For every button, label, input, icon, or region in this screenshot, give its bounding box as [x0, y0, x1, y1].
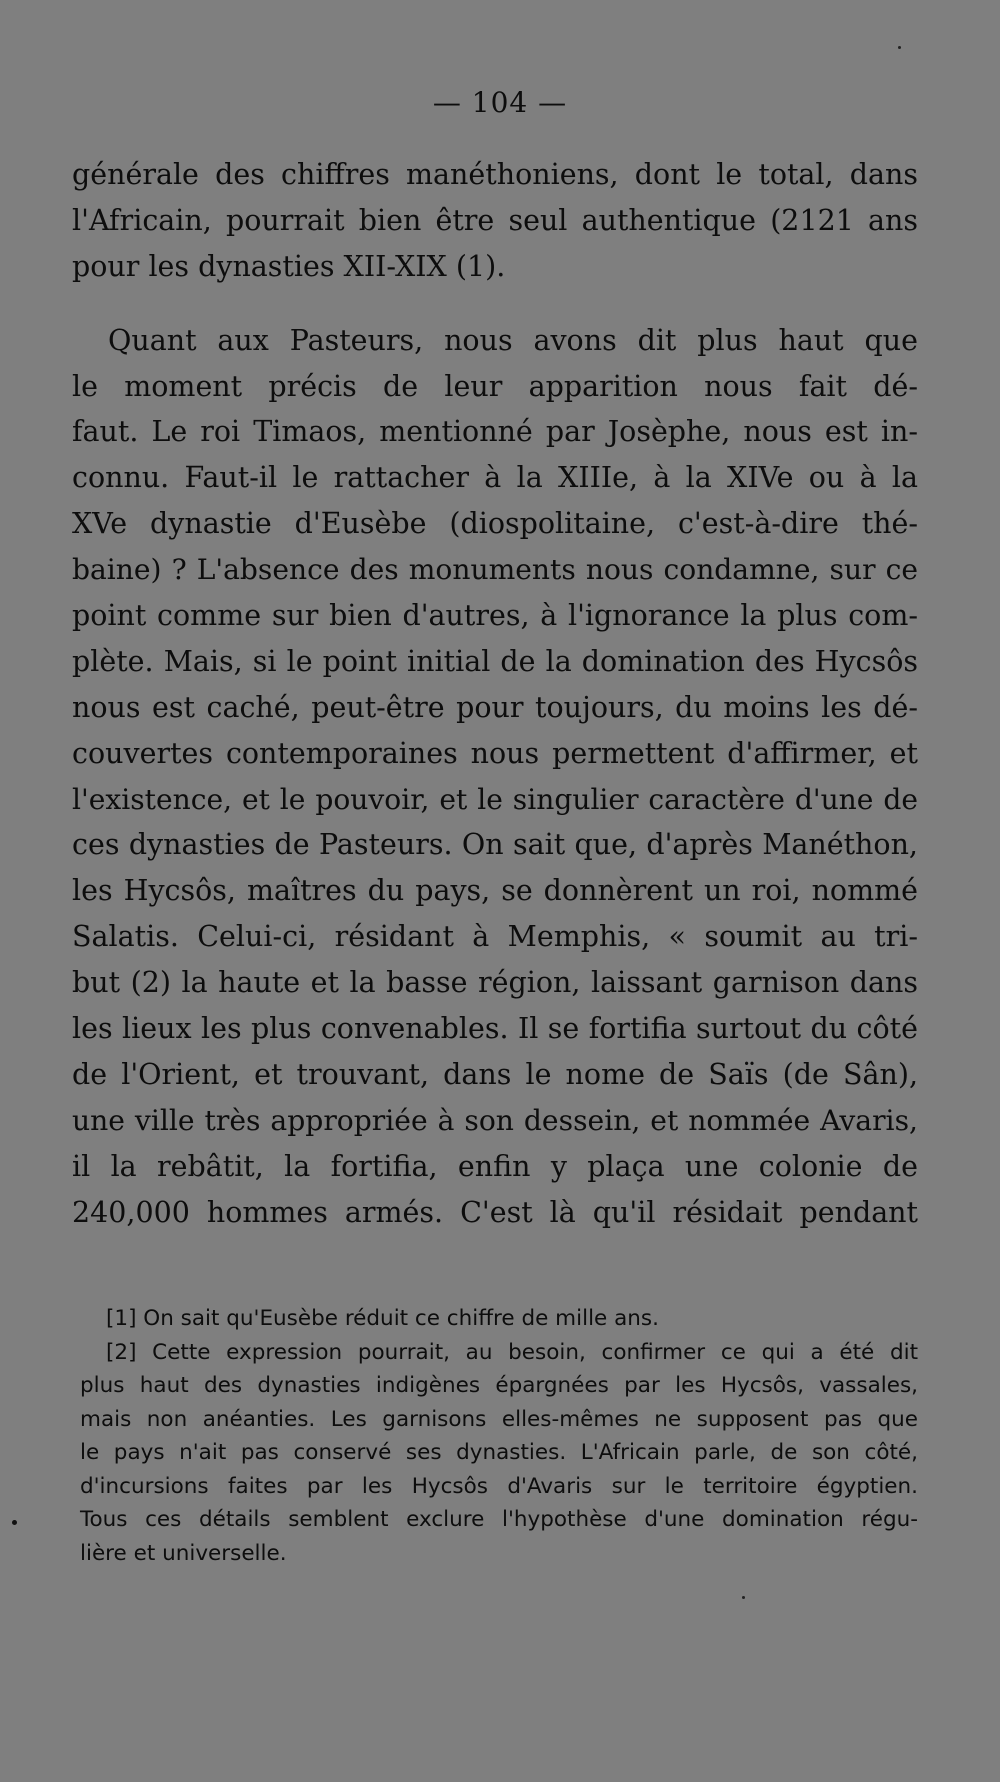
text-line: connu. Faut-il le rattacher à la XIIIe, à la XIVe ou à la [72, 461, 918, 495]
text-line: plète. Mais, si le point initial de la domination des Hycsôs [72, 644, 918, 678]
text-line: les Hycsôs, maîtres du pays, se donnèrent un roi, nommé [72, 874, 918, 908]
text-line: l'existence, et le pouvoir, et le singulier caractère d'une de [72, 782, 918, 816]
text-line: de l'Orient, et trouvant, dans le nome de Saïs (de Sân), [72, 1057, 918, 1091]
footnote-line: [2] Cette expression pourrait, au besoin, confirmer ce qui a été dit [106, 1339, 918, 1365]
text-line: baine) ? L'absence des monuments nous condamne, sur ce [72, 553, 918, 587]
text-line: but (2) la haute et la basse région, laissant garnison dans [72, 966, 918, 1000]
footnote-line: plus haut des dynasties indigènes épargnées par les Hycsôs, vassales, [80, 1373, 918, 1398]
text-line: faut. Le roi Timaos, mentionné par Josèphe, nous est in- [72, 415, 918, 449]
text-line: une ville très appropriée à son dessein, et nommée Avaris, [72, 1103, 918, 1137]
footnote-line: [1] On sait qu'Eusèbe réduit ce chiffre de mille ans. [106, 1306, 659, 1331]
text-line: l'Africain, pourrait bien être seul authentique (2121 ans [72, 203, 918, 237]
scan-speck [898, 46, 901, 49]
text-line: ces dynasties de Pasteurs. On sait que, d'après Manéthon, [72, 828, 918, 862]
footnote-line: lière et universelle. [80, 1540, 287, 1566]
footnote-line: mais non anéanties. Les garnisons elles-mêmes ne supposent pas que [80, 1406, 918, 1432]
text-line: 240,000 hommes armés. C'est là qu'il résidait pendant [72, 1195, 918, 1229]
text-line: couvertes contemporaines nous permettent d'affirmer, et [72, 736, 918, 770]
footnotes [80, 1302, 918, 1570]
text-line: le moment précis de leur apparition nous fait dé- [72, 369, 918, 403]
footnote-line: d'incursions faites par les Hycsôs d'Avaris sur le territoire égyptien. [80, 1473, 918, 1499]
text-line: générale des chiffres manéthoniens, dont le total, dans [72, 158, 918, 191]
paragraph-gap [72, 290, 918, 318]
text-line: pour les dynasties XII-XIX (1). [72, 249, 506, 283]
text-line: il la rebâtit, la fortifia, enfin y plaça une colonie de [72, 1149, 918, 1183]
text-line: les lieux les plus convenables. Il se fortifia surtout du côté [72, 1012, 918, 1046]
scan-speck [742, 1596, 745, 1599]
body-text [72, 152, 918, 1235]
text-line: Salatis. Celui-ci, résidant à Memphis, « soumit au tri- [72, 920, 918, 954]
page-number: — 104 — [432, 86, 568, 119]
margin-dot [12, 1520, 17, 1525]
footnote-line: Tous ces détails semblent exclure l'hypothèse d'une domination régu- [80, 1507, 918, 1532]
footnote-line: le pays n'ait pas conservé ses dynasties. L'Africain parle, de son côté, [80, 1440, 918, 1465]
text-line: nous est caché, peut-être pour toujours, du moins les dé- [72, 690, 918, 724]
text-line: XVe dynastie d'Eusèbe (diospolitaine, c'est-à-dire thé- [72, 507, 918, 541]
text-line: point comme sur bien d'autres, à l'ignorance la plus com- [72, 599, 918, 633]
text-line: Quant aux Pasteurs, nous avons dit plus haut que [108, 323, 918, 357]
